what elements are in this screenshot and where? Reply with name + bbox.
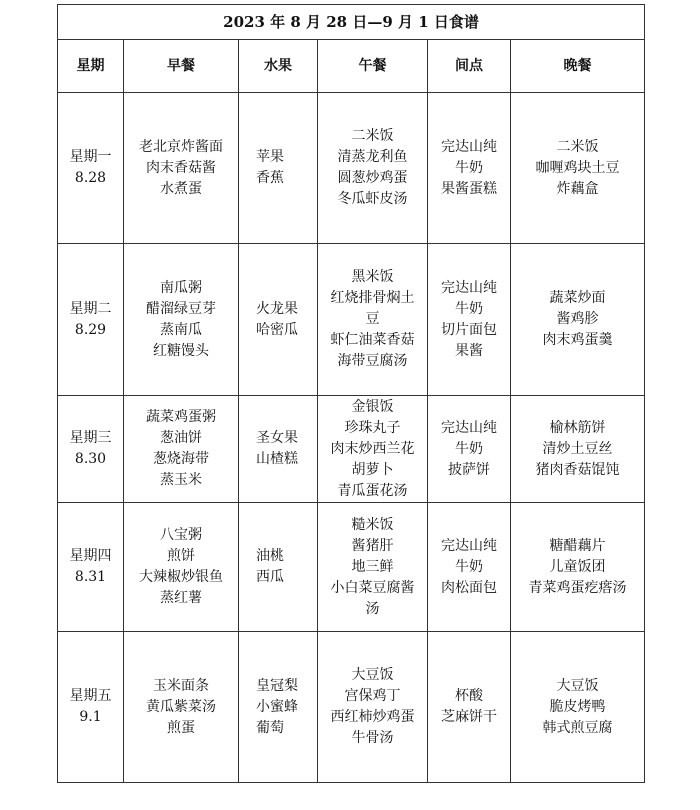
dinner-item: 儿童饭团 [549,558,606,575]
fruit-cell [239,396,318,503]
dinner-item: 大豆饭 [556,677,599,694]
dinner-cell [511,396,645,503]
breakfast-cell [124,93,239,244]
dinner-item: 青菜鸡蛋疙瘩汤 [528,579,627,596]
weekday-label: 星期四 [69,548,112,564]
snack-cell [428,503,511,632]
header-fruit: 水果 [239,40,318,93]
dinner-item: 榆林筋饼 [549,419,606,436]
header-breakfast: 早餐 [124,40,239,93]
lunch-item: 牛骨汤 [351,730,394,746]
menu-table [57,4,645,783]
menu-row [58,396,645,503]
fruit-item: 苹果 [256,149,284,165]
snack-cell [428,396,511,503]
day-cell [58,503,124,632]
date-label: 8.28 [74,170,107,186]
lunch-item: 珍珠丸子 [344,419,401,436]
breakfast-item: 大辣椒炒银鱼 [139,569,223,585]
weekday-label: 星期三 [69,430,112,446]
fruit-cell [239,93,318,244]
snack-item: 披萨饼 [448,461,490,478]
snack-item: 完达山纯牛奶 [441,537,497,575]
dinner-cell [511,93,645,244]
breakfast-item: 肉末香菇酱 [146,159,216,176]
lunch-item: 西红柿炒鸡蛋 [330,709,415,725]
fruit-item: 火龙果 [256,300,298,317]
snack-item: 完达山纯牛奶 [441,279,497,317]
lunch-item: 大豆饭 [351,667,394,683]
snack-cell [428,244,511,396]
breakfast-item: 煎蛋 [167,719,195,736]
breakfast-item: 蔬菜鸡蛋粥 [146,409,216,425]
day-cell [58,396,124,503]
breakfast-item: 红糖馒头 [153,342,209,359]
lunch-item: 酱猪肝 [351,537,394,554]
fruit-cell [239,632,318,783]
menu-row [58,244,645,396]
dinner-item: 咖喱鸡块土豆 [535,159,620,176]
day-cell [58,93,124,244]
breakfast-item: 蒸南瓜 [160,321,202,338]
header-lunch: 午餐 [318,40,428,93]
breakfast-item: 老北京炸酱面 [139,138,223,155]
fruit-item: 圣女果 [256,430,298,446]
dinner-item: 糖醋藕片 [549,537,606,554]
header-snack: 间点 [428,40,511,93]
fruit-item: 西瓜 [256,569,284,585]
dinner-item: 韩式煎豆腐 [542,719,613,736]
lunch-cell [318,503,428,632]
breakfast-cell [124,503,239,632]
snack-item: 芝麻饼干 [441,709,497,725]
lunch-item: 肉末炒西兰花胡萝卜 [330,440,415,478]
snack-item: 杯酸 [455,688,483,704]
snack-item: 切片面包 [441,321,497,338]
dinner-item: 肉末鸡蛋羹 [542,332,613,348]
dinner-item: 酱鸡胗 [556,311,599,327]
lunch-item: 圆葱炒鸡蛋 [337,170,408,186]
breakfast-item: 葱油饼 [160,430,202,446]
lunch-item: 地三鲜 [351,558,394,575]
lunch-item: 黑米饭 [351,269,394,285]
breakfast-item: 八宝粥 [160,527,202,543]
lunch-item: 虾仁油菜香菇海带豆腐汤 [330,332,415,369]
breakfast-item: 醋溜绿豆芽 [146,300,216,317]
breakfast-item: 玉米面条 [153,677,209,694]
dinner-cell [511,632,645,783]
fruit-item: 哈密瓜 [256,321,298,338]
breakfast-item: 水煮蛋 [160,180,202,197]
snack-item: 果酱 [455,342,483,359]
lunch-cell [318,244,428,396]
dinner-item: 二米饭 [556,138,599,155]
dinner-item: 清炒土豆丝 [542,440,613,457]
breakfast-item: 黄瓜紫菜汤 [146,698,216,715]
lunch-item: 金银饭 [351,398,394,415]
fruit-item: 皇冠梨 [256,677,298,694]
dinner-item: 蔬菜炒面 [549,290,606,306]
snack-item: 完达山纯牛奶 [441,138,497,176]
weekday-label: 星期二 [69,300,112,317]
snack-item: 完达山纯牛奶 [441,419,497,457]
breakfast-item: 煎饼 [167,548,195,564]
menu-title: 2023 年 8 月 28 日—9 月 1 日食谱 [58,5,645,40]
header-dinner: 晚餐 [511,40,645,93]
lunch-item: 二米饭 [351,128,394,144]
fruit-item: 香蕉 [256,170,284,186]
menu-body [58,93,645,783]
date-label: 8.29 [74,321,107,338]
lunch-item: 小白菜豆腐酱汤 [330,579,415,617]
breakfast-cell [124,396,239,503]
lunch-item: 糙米饭 [351,516,394,533]
breakfast-item: 蒸玉米 [160,472,202,488]
lunch-item: 红烧排骨焖土豆 [330,290,415,327]
fruit-item: 小蜜蜂 [256,698,298,715]
dinner-item: 猪肉香菇馄饨 [535,461,620,478]
lunch-item: 冬瓜虾皮汤 [337,191,408,207]
snack-cell [428,632,511,783]
lunch-cell [318,632,428,783]
breakfast-cell [124,632,239,783]
header-day: 星期 [58,40,124,93]
lunch-item: 清蒸龙利鱼 [337,149,408,165]
dinner-item: 炸藕盒 [556,180,599,197]
snack-item: 肉松面包 [441,579,497,596]
breakfast-item: 蒸红薯 [160,590,202,606]
menu-row [58,93,645,244]
breakfast-item: 葱烧海带 [153,451,209,467]
breakfast-item: 南瓜粥 [160,279,202,296]
breakfast-cell [124,244,239,396]
fruit-item: 葡萄 [256,719,284,736]
date-label: 9.1 [79,709,102,725]
date-label: 8.30 [74,451,107,467]
lunch-item: 宫保鸡丁 [344,688,401,704]
date-label: 8.31 [74,569,107,585]
day-cell [58,244,124,396]
menu-row [58,632,645,783]
snack-item: 果酱蛋糕 [441,180,497,197]
fruit-item: 油桃 [256,548,284,564]
weekday-label: 星期一 [69,149,112,165]
lunch-item: 青瓜蛋花汤 [337,482,408,499]
fruit-item: 山楂糕 [256,451,298,467]
dinner-cell [511,503,645,632]
lunch-cell [318,396,428,503]
fruit-cell [239,244,318,396]
weekday-label: 星期五 [69,688,112,704]
dinner-item: 脆皮烤鸭 [549,698,606,715]
fruit-cell [239,503,318,632]
snack-cell [428,93,511,244]
menu-row [58,503,645,632]
day-cell [58,632,124,783]
dinner-cell [511,244,645,396]
lunch-cell [318,93,428,244]
